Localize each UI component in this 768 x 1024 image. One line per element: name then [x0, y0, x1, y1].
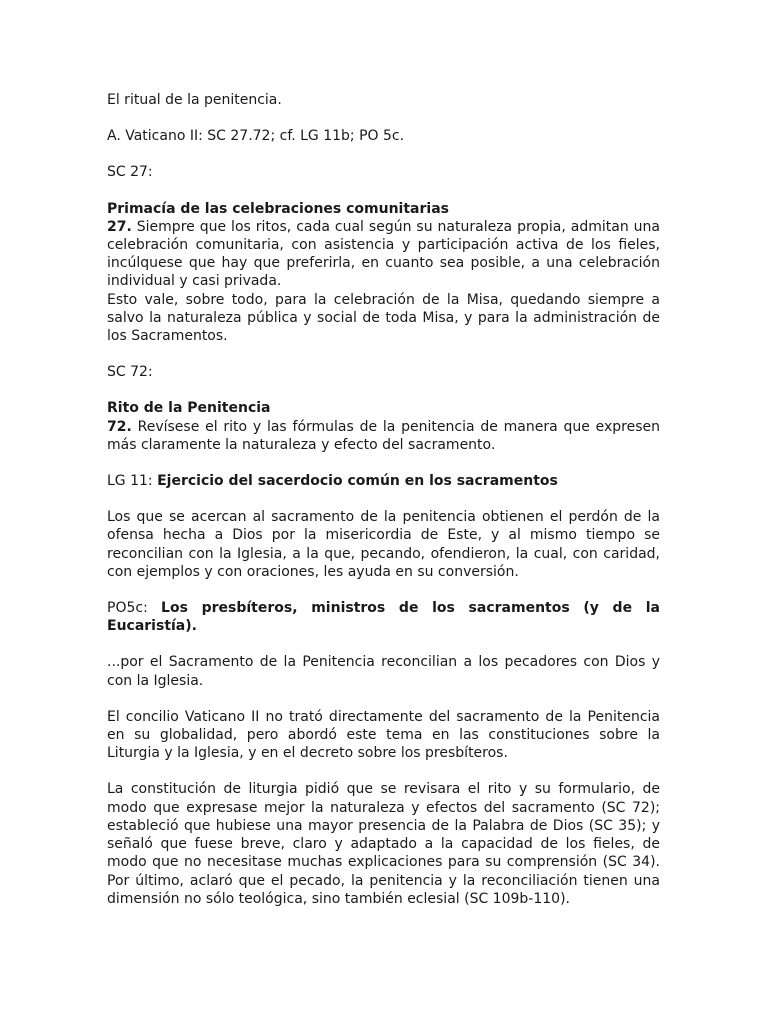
sc27-paragraph-2: Esto vale, sobre todo, para la celebración de la Misa, quedando siempre a salvo la naturaleza pública y social de toda Misa, y para la administración de los Sacramentos. — [107, 291, 660, 345]
sc72-paragraph-text: Revísese el rito y las fórmulas de la penitencia de manera que expresen más claramente la naturaleza y efecto del sacramento. — [107, 418, 660, 453]
references-line: A. Vaticano II: SC 27.72; cf. LG 11b; PO 5c. — [107, 128, 405, 145]
sc72-heading: Rito de la Penitencia — [107, 400, 271, 417]
commentary-paragraph-1: El concilio Vaticano II no trató directamente del sacramento de la Penitencia en su globalidad, pero abordó este tema en las constituciones sobre la Liturgia y la Iglesia, y en el decreto sobre los presbíteros. — [107, 708, 660, 762]
lg11-heading: Ejercicio del sacerdocio común en los sacramentos — [157, 473, 558, 490]
sc27-label: SC 27: — [107, 164, 153, 181]
sc72-paragraph — [107, 418, 660, 454]
document-page — [107, 91, 660, 908]
sc27-heading: Primacía de las celebraciones comunitarias — [107, 200, 449, 217]
po5c-heading: Los presbíteros, ministros de los sacramentos (y de la Eucaristía). — [107, 600, 661, 635]
sc72-number: 72. — [107, 418, 132, 435]
commentary-paragraph-2: La constitución de liturgia pidió que se revisara el rito y su formulario, de modo que expresase mejor la naturaleza y efectos del sacramento (SC 72); estableció que hubiese una mayor presencia de la Palabra de Dios (SC 35); y señaló que fuese breve, claro y adaptado a la capacidad de los fieles, de modo que no necesitase muchas explicaciones para su comprensión (SC 34). Por último, aclaró que el pecado, la penitencia y la reconciliación tienen una dimensión no sólo teológica, sino también eclesial (SC 109b-110). — [107, 781, 660, 907]
sc72-label: SC 72: — [107, 364, 153, 381]
lg11-heading-line — [107, 472, 660, 490]
sc27-paragraph-1 — [107, 218, 660, 291]
lg11-paragraph: Los que se acercan al sacramento de la penitencia obtienen el perdón de la ofensa hecha a Dios por la misericordia de Este, y al mismo tiempo se reconcilian con la Iglesia, a la que, pecando, ofendieron, la cual, con caridad, con ejemplos y con oraciones, les ayuda en su conversión. — [107, 509, 660, 580]
document-title-line: El ritual de la penitencia. — [107, 92, 282, 108]
po5c-heading-line — [107, 599, 660, 635]
po5c-paragraph: ...por el Sacramento de la Penitencia reconcilian a los pecadores con Dios y con la Iglesia. — [107, 654, 660, 689]
sc27-paragraph-1-text: Siempre que los ritos, cada cual según su naturaleza propia, admitan una celebración comunitaria, con asistencia y participación activa de los fieles, incúlquese que hay que preferirla, en cuanto sea posible, a una celebración individual y casi privada. — [107, 218, 660, 290]
po5c-label: PO5c: — [107, 600, 162, 617]
lg11-label: LG 11: — [107, 473, 158, 490]
sc27-number: 27. — [107, 218, 132, 235]
